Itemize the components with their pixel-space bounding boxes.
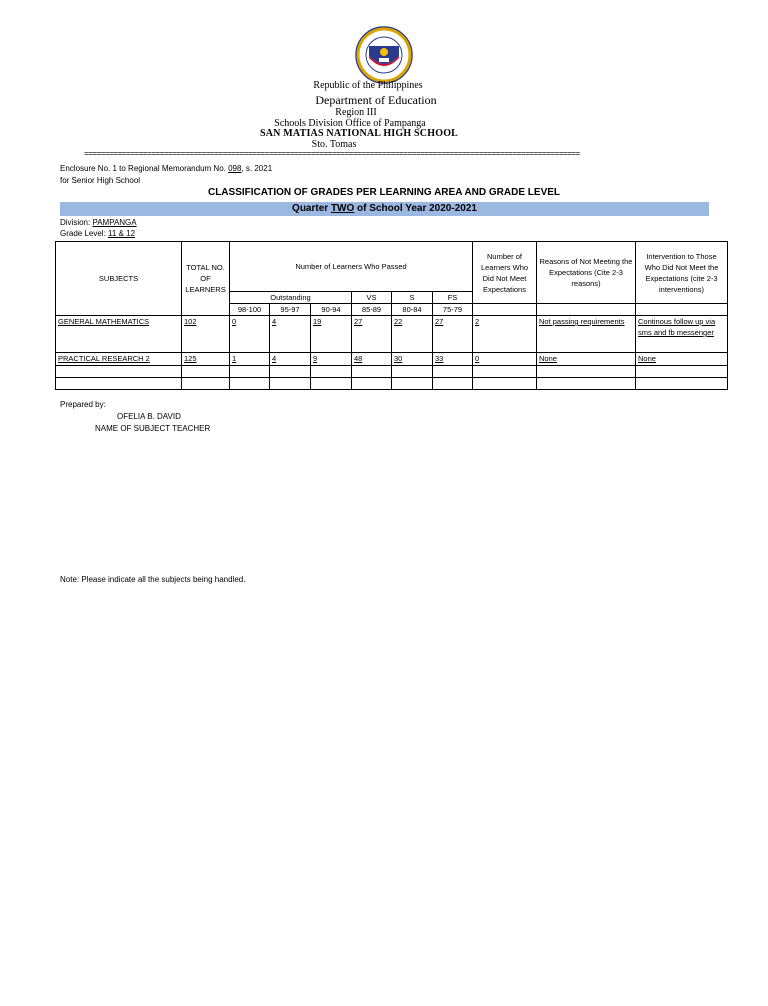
prepared-label: Prepared by: xyxy=(60,400,106,409)
prepared-name: OFELIA B. DAVID xyxy=(117,412,181,421)
header-school: SAN MATIAS NATIONAL HIGH SCHOOL xyxy=(259,128,459,139)
row-g6: 27 xyxy=(433,316,473,353)
row-reasons: Not passing requirements xyxy=(537,316,636,353)
row-g4: 27 xyxy=(352,316,392,353)
table-row xyxy=(56,316,728,353)
row-total: 125 xyxy=(182,353,230,366)
header-range-90-94: 90-94 xyxy=(311,304,352,316)
header-passed: Number of Learners Who Passed xyxy=(230,242,473,292)
division-line xyxy=(60,218,137,227)
grade-level-label: Grade Level: xyxy=(60,229,109,238)
header-did-not-meet: Number of Learners Who Did Not Meet Expectations xyxy=(473,242,537,304)
quarter-value: TWO xyxy=(330,203,355,214)
header-range-80-84: 80-84 xyxy=(392,304,433,316)
row-subject: GENERAL MATHEMATICS xyxy=(56,316,182,353)
row-g4: 48 xyxy=(352,353,392,366)
table-row-empty xyxy=(56,366,728,378)
row-g6: 33 xyxy=(433,353,473,366)
document-title: CLASSIFICATION OF GRADES PER LEARNING AREA AND GRADE LEVEL xyxy=(207,187,561,198)
header-outstanding: Outstanding xyxy=(230,292,352,304)
prepared-title: NAME OF SUBJECT TEACHER xyxy=(95,424,211,433)
division-value: PAMPANGA xyxy=(92,218,137,227)
header-reasons: Reasons of Not Meeting the Expectations (Cite 2-3 reasons) xyxy=(537,242,636,304)
enclosure-memo-no: 098 xyxy=(228,164,242,173)
note: Note: Please indicate all the subjects being handled. xyxy=(60,575,246,584)
quarter-bar xyxy=(60,202,709,216)
header-range-98-100: 98-100 xyxy=(230,304,270,316)
header-republic: Republic of the Philippines xyxy=(313,80,423,91)
header-intervention: Intervention to Those Who Did Not Meet the Expectations (cite 2-3 interventions) xyxy=(636,242,728,304)
header-department: Department of Education xyxy=(315,93,437,107)
row-g3: 19 xyxy=(311,316,352,353)
header-vs: VS xyxy=(352,292,392,304)
header-range-75-79: 75-79 xyxy=(433,304,473,316)
row-g1: 1 xyxy=(230,353,270,366)
table-row xyxy=(56,353,728,366)
header-town: Sto. Tomas xyxy=(311,139,357,150)
enclosure-line xyxy=(60,164,272,173)
header-subjects: SUBJECTS xyxy=(56,242,182,316)
row-intervention: Continous follow up via sms and fb messenger xyxy=(636,316,728,353)
row-did-not-meet: 2 xyxy=(473,316,537,353)
header-range-95-97: 95-97 xyxy=(270,304,311,316)
enclosure-prefix: Enclosure No. 1 to Regional Memorandum No. xyxy=(60,164,229,173)
enclosure-suffix: , s. 2021 xyxy=(241,164,273,173)
grade-level-value: 11 & 12 xyxy=(108,229,136,238)
row-g5: 22 xyxy=(392,316,433,353)
quarter-prefix: Quarter xyxy=(292,203,331,214)
grade-level-line xyxy=(60,229,135,238)
quarter-suffix: of School Year 2020-2021 xyxy=(354,203,477,214)
header-fs: FS xyxy=(433,292,473,304)
row-total: 102 xyxy=(182,316,230,353)
row-g5: 30 xyxy=(392,353,433,366)
header-s: S xyxy=(392,292,433,304)
header-range-85-89: 85-89 xyxy=(352,304,392,316)
header-blank-2 xyxy=(537,304,636,316)
row-g3: 9 xyxy=(311,353,352,366)
row-g2: 4 xyxy=(270,353,311,366)
row-g1: 0 xyxy=(230,316,270,353)
row-subject: PRACTICAL RESEARCH 2 xyxy=(56,353,182,366)
row-intervention: None xyxy=(636,353,728,366)
grades-table xyxy=(55,241,728,390)
enclosure-level: for Senior High School xyxy=(60,176,141,185)
row-g2: 4 xyxy=(270,316,311,353)
header-blank-3 xyxy=(636,304,728,316)
header-division-office: Schools Division Office of Pampanga xyxy=(274,118,426,129)
row-did-not-meet: 0 xyxy=(473,353,537,366)
division-label: Division: xyxy=(60,218,93,227)
table-row-empty xyxy=(56,378,728,390)
header-separator: ====================================================================================================================== xyxy=(84,150,580,159)
row-reasons: None xyxy=(537,353,636,366)
header-region: Region III xyxy=(335,107,377,118)
deped-seal-icon xyxy=(355,26,413,84)
header-total: TOTAL NO. OF LEARNERS xyxy=(182,242,230,316)
header-blank-1 xyxy=(473,304,537,316)
